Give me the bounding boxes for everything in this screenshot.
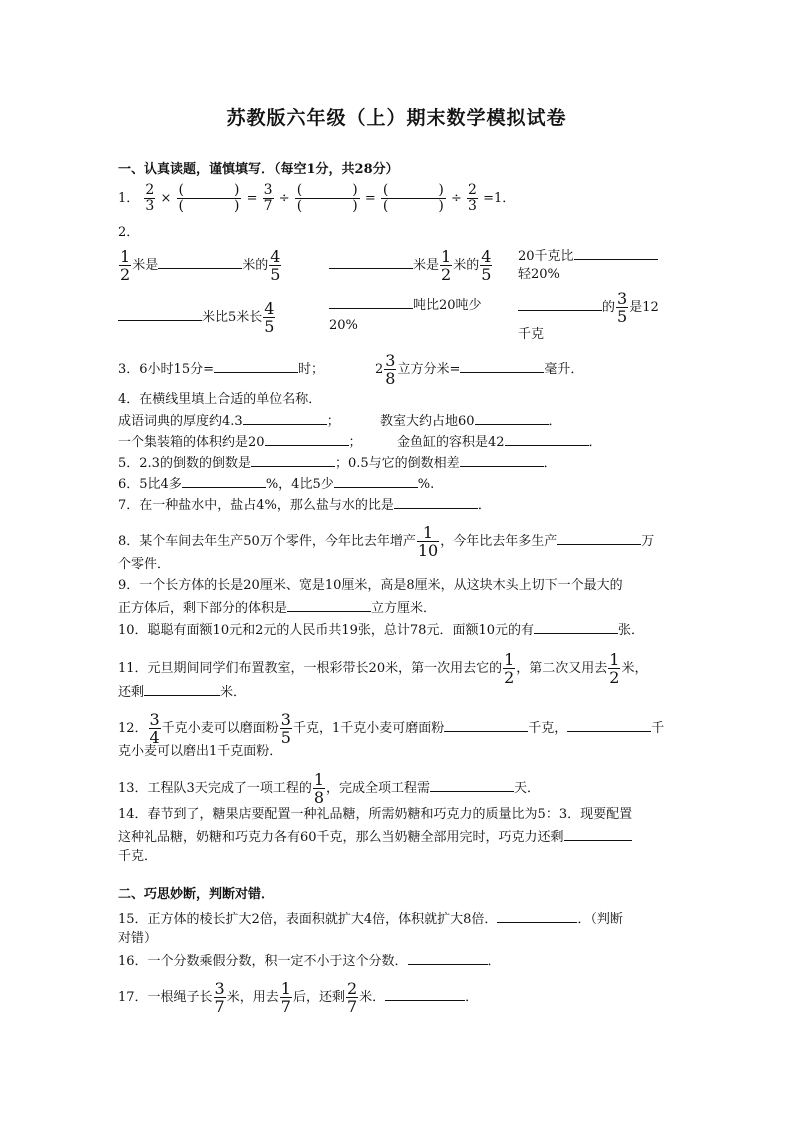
q2-item-d: 米比5米长 $\frac{4}{5}$ <box>118 300 276 335</box>
question-13: 13．工程队3天完成了一项工程的 $\frac{1}{8}$ ，完成全项工程需 天． <box>118 770 541 807</box>
answer-blank[interactable] <box>385 986 465 1001</box>
answer-blank[interactable] <box>334 473 418 488</box>
blank-fraction[interactable]: $\frac{( )}{( )}$ <box>296 182 358 214</box>
q2-item-f-line2: 千克 <box>518 327 545 342</box>
q4-intro: 4．在横线里填上合适的单位名称． <box>118 392 322 407</box>
q2-item-c-line2: 轻20% <box>518 267 560 282</box>
answer-blank[interactable] <box>329 254 413 269</box>
question-17: 17．一根绳子长 $\frac{3}{7}$ 米，用去 $\frac{1}{7}$ 后，还剩 $\frac{2}{7}$ 米． ． <box>118 979 479 1016</box>
answer-blank[interactable] <box>182 473 266 488</box>
question-3-part-b: 2 $\frac{3}{8}$ 立方分米= 毫升． <box>375 351 584 388</box>
question-6: 6．5比4多 %，4比5少 %. <box>118 473 434 495</box>
question-11-line2: 还剩 米． <box>118 681 246 703</box>
question-14-line3: 千克． <box>118 849 158 864</box>
answer-blank[interactable] <box>144 681 220 696</box>
fraction: $\frac{2}{3}$ <box>145 182 155 214</box>
q2-number: 2． <box>118 225 140 240</box>
question-8: 8．某个车间去年生产50万个零件，今年比去年增产 $\frac{1}{10}$ ，今年比去年多生产 万 <box>118 523 655 560</box>
answer-blank[interactable] <box>475 410 549 425</box>
answer-blank[interactable] <box>574 245 658 260</box>
answer-blank[interactable] <box>505 431 589 446</box>
question-5: 5．2.3的倒数的倒数是 ；0.5与它的倒数相差 ． <box>118 452 557 474</box>
answer-blank[interactable] <box>214 358 298 373</box>
answer-blank[interactable] <box>534 619 618 634</box>
question-9: 9．一个长方体的长是20厘米、宽是10厘米，高是8厘米，从这块木头上切下一个最大的 <box>118 578 623 593</box>
answer-blank[interactable] <box>497 908 577 923</box>
question-3: 3．6小时15分= 时； <box>118 358 324 380</box>
times-sign: × <box>160 191 172 206</box>
question-15: 15．正方体的棱长扩大2倍，表面积就扩大4倍，体积就扩大8倍． ．（判断 <box>118 908 623 930</box>
answer-blank[interactable] <box>287 597 371 612</box>
section-1-heading: 一、认真读题，谨慎填写．（每空1分，共28分） <box>118 162 399 177</box>
answer-blank[interactable] <box>460 358 544 373</box>
q2-item-a: $\frac{1}{2}$ 米是 米的 $\frac{4}{5}$ <box>120 247 281 284</box>
answer-blank[interactable] <box>557 530 641 545</box>
q4-line-b: 教室大约占地60 ． <box>380 410 562 432</box>
question-9-line2: 正方体后，剩下部分的体积是 立方厘米． <box>118 597 436 619</box>
page-title: 苏教版六年级（上）期末数学模拟试卷 <box>226 107 567 129</box>
q2-item-f: 的 $\frac{3}{5}$ 是12 <box>518 290 659 325</box>
question-15-line2: 对错） <box>118 931 158 946</box>
fraction: $\frac{2}{3}$ <box>468 182 477 214</box>
blank-fraction[interactable]: $\frac{( )}{( )}$ <box>382 182 444 214</box>
q2-item-b: 米是 $\frac{1}{2}$ 米的 $\frac{4}{5}$ <box>329 248 493 283</box>
q4-line-a: 成语词典的厚度约4.3 ； <box>118 410 340 432</box>
answer-blank[interactable] <box>158 254 242 269</box>
answer-blank[interactable] <box>430 777 514 792</box>
answer-blank[interactable] <box>265 431 349 446</box>
fraction: $\frac{3}{7}$ <box>263 182 273 214</box>
answer-blank[interactable] <box>329 294 413 309</box>
answer-blank[interactable] <box>444 717 528 732</box>
answer-blank[interactable] <box>118 306 202 321</box>
answer-blank[interactable] <box>408 950 488 965</box>
question-12-line2: 克小麦可以磨出1千克面粉． <box>118 744 283 759</box>
blank-fraction[interactable]: $\frac{( )}{( )}$ <box>178 182 240 214</box>
answer-blank[interactable] <box>251 452 335 467</box>
q2-item-c: 20千克比 <box>518 245 658 267</box>
answer-blank[interactable] <box>518 296 602 311</box>
answer-blank[interactable] <box>564 826 632 841</box>
question-14: 14．春节到了，糖果店要配置一种礼品糖，所需奶糖和巧克力的质量比为5：3．现要配置 <box>118 807 633 822</box>
question-7: 7．在一种盐水中，盐占4%，那么盐与水的比是 ． <box>118 494 491 516</box>
question-12: 12． $\frac{3}{4}$ 千克小麦可以磨面粉 $\frac{3}{5}$ 千克，1千克小麦可磨面粉 千克， 千 <box>118 710 665 747</box>
answer-blank[interactable] <box>394 494 478 509</box>
q1-number: 1． <box>118 191 140 206</box>
q4-line-d: 金鱼缸的容积是42 ． <box>397 431 602 453</box>
q2-item-e: 吨比20吨少 <box>329 294 482 316</box>
question-16: 16．一个分数乘假分数，积一定不小于这个分数． ． <box>118 950 501 972</box>
answer-blank[interactable] <box>567 717 651 732</box>
answer-blank[interactable] <box>243 410 327 425</box>
question-10: 10．聪聪有面额10元和2元的人民币共19张，总计78元．面额10元的有 张． <box>118 619 644 641</box>
q2-item-e-line2: 20% <box>329 318 358 333</box>
question-11: 11．元旦期间同学们布置教室，一根彩带长20米，第一次用去它的 $\frac{1}{2}$ ，第二次又用去 $\frac{1}{2}$ 米， <box>118 650 648 687</box>
section-2-heading: 二、巧思妙断，判断对错． <box>118 887 275 902</box>
answer-blank[interactable] <box>460 452 544 467</box>
question-14-line2: 这种礼品糖，奶糖和巧克力各有60千克，那么当奶糖全部用完时，巧克力还剩 <box>118 826 632 848</box>
question-8-line2: 个零件． <box>118 557 171 572</box>
question-1: 1． $\frac{2}{3}$ × $\frac{( )}{( )}$ = $\frac{3}{7}$ ÷ $\frac{( )}{( )}$ = $\frac{( )}{( )}$ ÷ $\frac{2}{3}$ =1． <box>118 182 516 214</box>
q4-line-c: 一个集装箱的体积约是20 ； <box>118 431 362 453</box>
